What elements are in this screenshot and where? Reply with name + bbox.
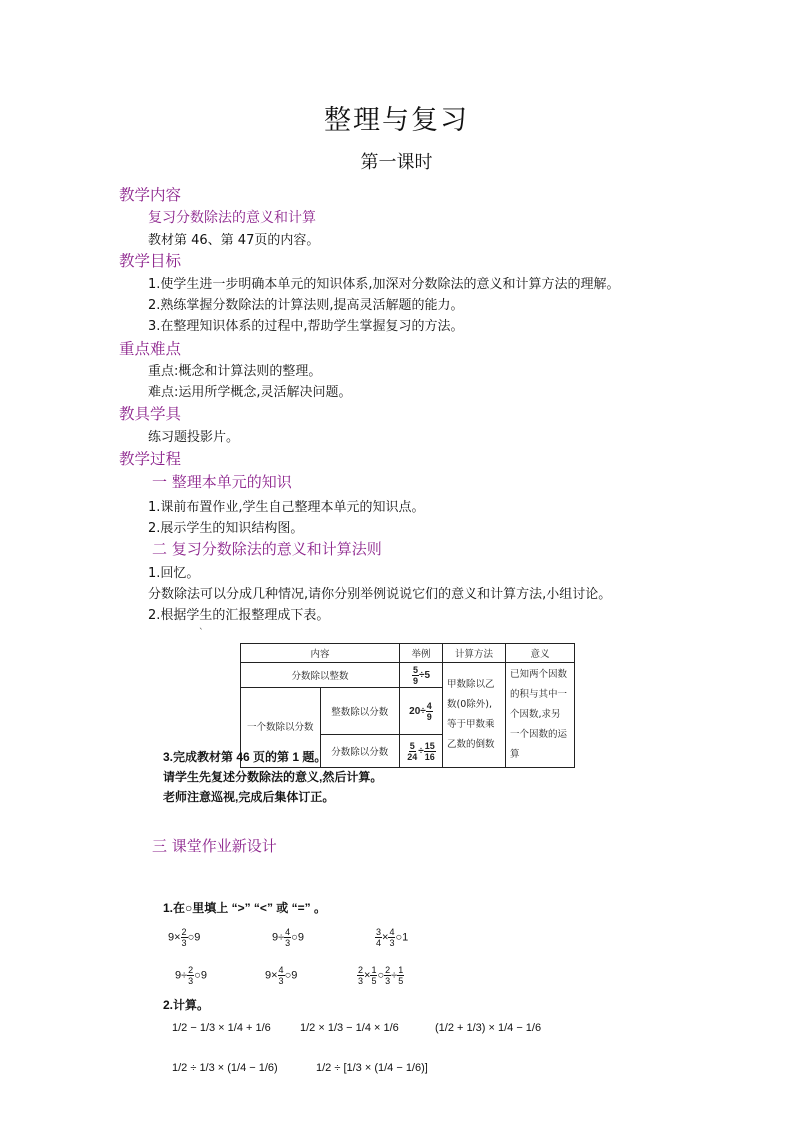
part1-item: 1.课前布置作业,学生自己整理本单元的知识点。 xyxy=(148,500,425,515)
fraction-example xyxy=(409,700,433,722)
q2-item-e: 1/2 ÷ [1/3 × (1/4 − 1/6)] xyxy=(316,1062,428,1074)
ex-rest: ÷5 xyxy=(418,669,431,681)
header-meaning: 意义 xyxy=(506,644,575,663)
frac-den: 9 xyxy=(426,711,432,722)
q1-title: 1.在○里填上 “>” “<” 或 “=” 。 xyxy=(163,901,326,915)
frac-num: 4 xyxy=(426,700,432,711)
tools-line: 练习题投影片。 xyxy=(148,430,240,445)
example-cell xyxy=(400,735,443,768)
row-label: 分数除以分数 xyxy=(320,735,400,768)
header-example: 举例 xyxy=(400,644,443,663)
header-method: 计算方法 xyxy=(443,644,506,663)
stray-mark: ` xyxy=(199,628,204,638)
frac-num: 5 xyxy=(409,740,415,751)
keypoint-item: 难点:运用所学概念,灵活解决问题。 xyxy=(148,385,352,400)
q1-item: 9÷ $\frac{4}{3}$ ○9 xyxy=(272,927,304,948)
heading-goals: 教学目标 xyxy=(119,252,182,270)
heading-keypoints: 重点难点 xyxy=(119,340,182,358)
q1-item: 9÷ $\frac{2}{3}$ ○9 xyxy=(175,965,207,986)
part2-item: 2.根据学生的汇报整理成下表。 xyxy=(148,608,330,623)
part1-item: 2.展示学生的知识结构图。 xyxy=(148,521,304,536)
ex-lead: 20÷ xyxy=(409,705,426,717)
page-subtitle: 第一课时 xyxy=(360,152,433,173)
meaning-cell: 已知两个因数的积与其中一个因数,求另一个因数的运算 xyxy=(506,663,575,768)
q2-title: 2.计算。 xyxy=(163,998,210,1012)
q2-item-c: (1/2 + 1/3) × 1/4 − 1/6 xyxy=(435,1022,542,1034)
ex-op: ÷ xyxy=(418,745,424,757)
frac-den: 16 xyxy=(424,751,435,762)
example-cell xyxy=(400,688,443,735)
header-content: 内容 xyxy=(241,644,400,663)
keypoint-item: 重点:概念和计算法则的整理。 xyxy=(148,364,322,379)
q1-item: 9× $\frac{4}{3}$ ○9 xyxy=(265,965,298,986)
table-header-row xyxy=(241,644,575,663)
heading-process: 教学过程 xyxy=(119,450,182,468)
group-label: 一个数除以分数 xyxy=(241,688,321,768)
heading-tools: 教具学具 xyxy=(119,405,182,423)
example-cell xyxy=(400,663,443,688)
content-line: 教材第 46、第 47页的内容。 xyxy=(148,233,320,248)
after-table-line: 请学生先复述分数除法的意义,然后计算。 xyxy=(163,770,383,784)
after-table-line: 老师注意巡视,完成后集体订正。 xyxy=(163,790,335,804)
part3-heading: 三 课堂作业新设计 xyxy=(152,837,277,855)
q2-item-a: 1/2 − 1/3 × 1/4 + 1/6 xyxy=(172,1022,271,1034)
table-row xyxy=(241,663,575,688)
q1-item: $\frac{2}{3}$ × $\frac{1}{5}$ ○ $\frac{2}{3}$ ÷ $\frac{1}{5}$ xyxy=(358,965,404,986)
part2-item: 1.回忆。 xyxy=(148,566,200,581)
content-sub: 复习分数除法的意义和计算 xyxy=(148,210,316,226)
part1-heading: 一 整理本单元的知识 xyxy=(152,473,292,491)
part2-heading: 二 复习分数除法的意义和计算法则 xyxy=(152,540,382,558)
fraction-example xyxy=(406,740,436,762)
frac-num: 5 xyxy=(412,664,418,675)
frac-num: 15 xyxy=(424,740,435,751)
frac-den: 9 xyxy=(412,675,418,686)
q2-item-d: 1/2 ÷ 1/3 × (1/4 − 1/6) xyxy=(172,1062,278,1074)
heading-content: 教学内容 xyxy=(119,186,182,204)
after-table-line: 3.完成教材第 46 页的第 1 题。 xyxy=(163,750,327,764)
frac-den: 24 xyxy=(407,751,418,762)
fraction-example xyxy=(412,664,431,686)
method-cell: 甲数除以乙数(0除外),等于甲数乘乙数的倒数 xyxy=(443,663,506,768)
goal-item: 3.在整理知识体系的过程中,帮助学生掌握复习的方法。 xyxy=(148,319,464,334)
goal-item: 1.使学生进一步明确本单元的知识体系,加深对分数除法的意义和计算方法的理解。 xyxy=(148,277,620,292)
goal-item: 2.熟练掌握分数除法的计算法则,提高灵活解题的能力。 xyxy=(148,298,464,313)
page-title: 整理与复习 xyxy=(324,105,469,136)
row-label: 分数除以整数 xyxy=(241,663,400,688)
row-label: 整数除以分数 xyxy=(320,688,400,735)
q2-item-b: 1/2 × 1/3 − 1/4 × 1/6 xyxy=(300,1022,399,1034)
part2-item: 分数除法可以分成几种情况,请你分别举例说说它们的意义和计算方法,小组讨论。 xyxy=(148,587,612,602)
q1-item: $\frac{3}{4}$ × $\frac{4}{3}$ ○1 xyxy=(376,927,409,948)
q1-item: 9× $\frac{2}{3}$ ○9 xyxy=(168,927,201,948)
